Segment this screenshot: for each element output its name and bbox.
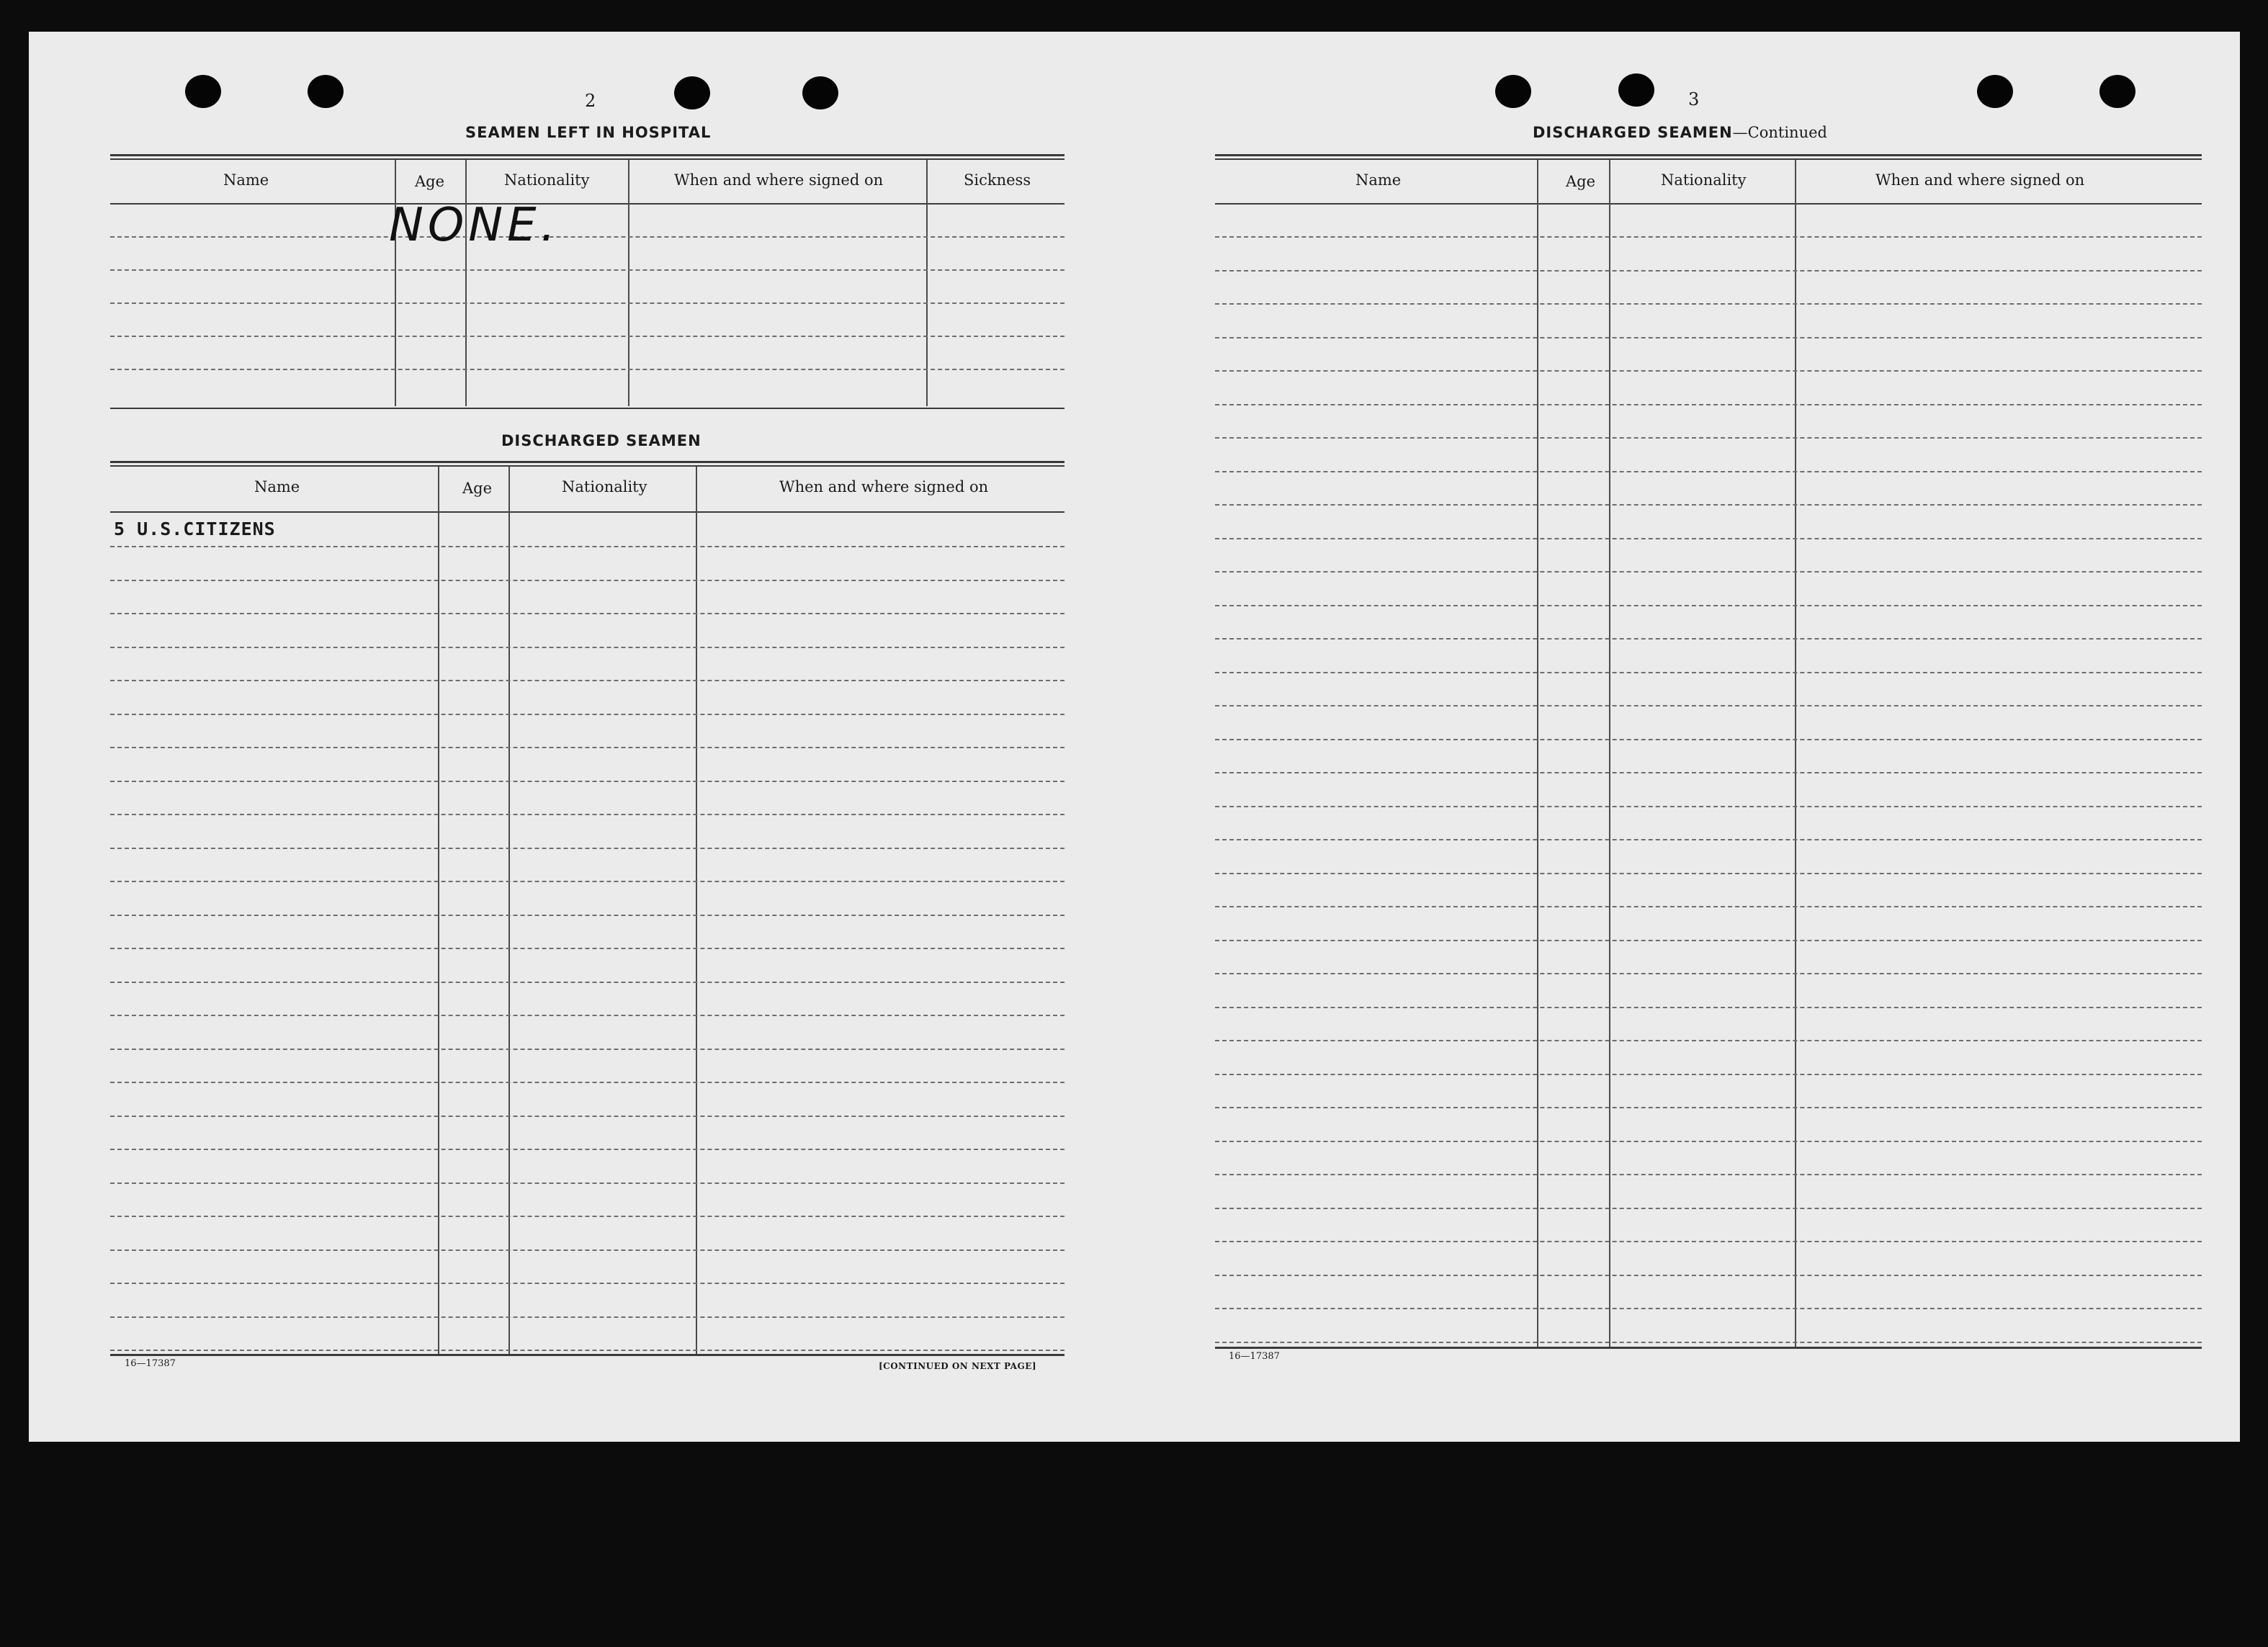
right-row-line <box>1215 906 2202 907</box>
right-col-signed-on: When and where signed on <box>1875 171 2085 189</box>
discharged-top-rule <box>110 461 1064 463</box>
right-row-line <box>1215 1208 2202 1209</box>
right-row-line <box>1215 772 2202 773</box>
hospital-row-line <box>110 302 1064 304</box>
right-row-line <box>1215 672 2202 673</box>
hospital-row-line <box>110 236 1064 238</box>
discharged-row-line <box>110 714 1064 715</box>
right-row-line <box>1215 940 2202 941</box>
discharged-row-line <box>110 680 1064 681</box>
binder-hole <box>308 75 344 108</box>
right-row-line <box>1215 873 2202 874</box>
form-number-right: 16—17387 <box>1229 1351 1280 1362</box>
binder-hole <box>2099 75 2135 108</box>
right-col-name: Name <box>1355 171 1402 189</box>
right-row-line <box>1215 538 2202 539</box>
discharged-row-line <box>110 848 1064 849</box>
right-row-line <box>1215 337 2202 338</box>
hospital-col-age: Age <box>415 173 445 190</box>
right-row-line <box>1215 471 2202 472</box>
hospital-col-sickness: Sickness <box>964 171 1031 189</box>
discharged-row-line <box>110 546 1064 547</box>
hospital-col-nationality: Nationality <box>504 171 590 189</box>
form-number-left: 16—17387 <box>125 1358 176 1369</box>
binder-hole <box>802 76 838 109</box>
discharged-row-line <box>110 613 1064 614</box>
binder-hole <box>1977 75 2013 108</box>
right-row-line <box>1215 705 2202 706</box>
right-row-line <box>1215 370 2202 372</box>
hospital-top-rule <box>110 154 1064 156</box>
discharged-divider <box>696 467 697 1354</box>
discharged-row-line <box>110 1350 1064 1351</box>
right-row-line <box>1215 1040 2202 1041</box>
right-row-line <box>1215 1007 2202 1008</box>
hospital-bottom-rule <box>110 408 1064 409</box>
discharged-row-line <box>110 1216 1064 1217</box>
right-bottom-rule <box>1215 1347 2202 1349</box>
right-row-line <box>1215 605 2202 606</box>
discharged-row-line <box>110 881 1064 882</box>
binder-hole <box>1618 73 1654 107</box>
discharged-row-line <box>110 915 1064 916</box>
right-col-age: Age <box>1566 173 1596 190</box>
discharged-row-line <box>110 814 1064 815</box>
right-row-line <box>1215 270 2202 271</box>
continued-suffix: —Continued <box>1732 124 1827 141</box>
right-row-line <box>1215 1308 2202 1309</box>
discharged-row-line <box>110 781 1064 782</box>
right-top-rule <box>1215 154 2202 156</box>
handwritten-none: NONE. <box>389 199 560 252</box>
hospital-row-line <box>110 269 1064 271</box>
right-row-line <box>1215 1275 2202 1276</box>
discharged-continued-title-text: DISCHARGED SEAMEN <box>1533 124 1733 141</box>
discharged-col-signed-on: When and where signed on <box>779 478 989 495</box>
discharged-divider <box>508 467 510 1354</box>
page-number-left: 2 <box>585 91 596 111</box>
right-row-line <box>1215 1141 2202 1142</box>
right-row-line <box>1215 437 2202 439</box>
discharged-row-line <box>110 1182 1064 1184</box>
right-row-line <box>1215 236 2202 238</box>
discharged-row-line <box>110 1049 1064 1050</box>
discharged-row-line <box>110 948 1064 949</box>
discharged-col-nationality: Nationality <box>562 478 647 495</box>
right-row-line <box>1215 1074 2202 1075</box>
page-number-right: 3 <box>1688 89 1700 109</box>
discharged-section-title: DISCHARGED SEAMEN <box>501 432 702 449</box>
right-row-line <box>1215 806 2202 807</box>
hospital-col-name: Name <box>223 171 269 189</box>
right-col-nationality: Nationality <box>1661 171 1747 189</box>
right-row-line <box>1215 1241 2202 1242</box>
continued-note: [CONTINUED ON NEXT PAGE] <box>879 1361 1037 1371</box>
discharged-row-line <box>110 1116 1064 1117</box>
right-row-line <box>1215 303 2202 305</box>
binder-hole <box>674 76 710 109</box>
right-row-line <box>1215 839 2202 840</box>
right-row-line <box>1215 504 2202 506</box>
hospital-col-signed-on: When and where signed on <box>674 171 884 189</box>
discharged-col-name: Name <box>254 478 300 495</box>
right-top-rule-2 <box>1215 158 2202 160</box>
binder-hole <box>1495 75 1531 108</box>
hospital-top-rule-2 <box>110 158 1064 160</box>
discharged-top-rule-2 <box>110 465 1064 467</box>
hospital-header-rule <box>110 203 1064 205</box>
discharged-divider <box>438 467 439 1354</box>
hospital-row-line <box>110 336 1064 337</box>
right-row-line <box>1215 1342 2202 1343</box>
right-row-line <box>1215 404 2202 405</box>
hospital-row-line <box>110 369 1064 370</box>
discharged-col-age: Age <box>462 480 493 497</box>
right-row-line <box>1215 1107 2202 1108</box>
discharged-continued-title <box>1533 124 1827 141</box>
discharged-bottom-rule <box>110 1354 1064 1356</box>
discharged-row-line <box>110 647 1064 648</box>
hospital-section-title: SEAMEN LEFT IN HOSPITAL <box>465 124 712 141</box>
discharged-row-line <box>110 747 1064 748</box>
right-row-line <box>1215 973 2202 974</box>
discharged-row-line <box>110 1082 1064 1083</box>
right-row-line <box>1215 1174 2202 1175</box>
typed-entry-us-citizens: 5 U.S.CITIZENS <box>114 519 276 539</box>
right-row-line <box>1215 571 2202 573</box>
discharged-row-line <box>110 580 1064 581</box>
discharged-row-line <box>110 1015 1064 1016</box>
discharged-row-line <box>110 982 1064 983</box>
document-sheet <box>29 32 2240 1442</box>
discharged-header-rule <box>110 511 1064 513</box>
discharged-row-line <box>110 1149 1064 1150</box>
discharged-row-line <box>110 1249 1064 1251</box>
discharged-row-line <box>110 1283 1064 1284</box>
right-header-rule <box>1215 203 2202 205</box>
right-row-line <box>1215 638 2202 639</box>
binder-hole <box>185 75 221 108</box>
discharged-row-line <box>110 1316 1064 1318</box>
right-row-line <box>1215 739 2202 740</box>
